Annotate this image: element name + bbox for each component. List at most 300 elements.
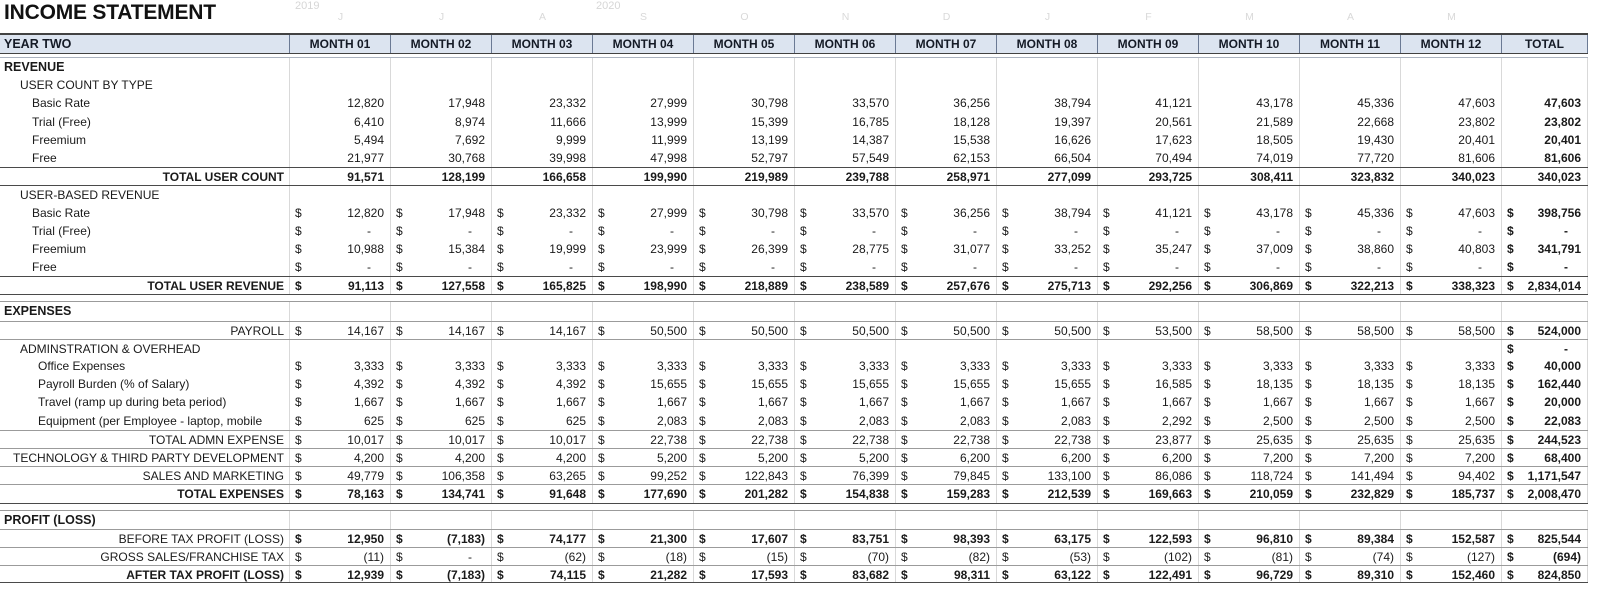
cell-month-12[interactable] <box>1401 131 1502 149</box>
cell-month-06[interactable] <box>795 566 896 582</box>
cell-month-02[interactable] <box>391 76 492 94</box>
cell-month-07[interactable] <box>896 113 997 131</box>
cell-month-01[interactable] <box>290 467 391 484</box>
cell-month-07[interactable] <box>896 431 997 448</box>
cell-month-05[interactable] <box>694 485 795 502</box>
cell-month-02[interactable] <box>391 131 492 149</box>
cell-month-02[interactable] <box>391 113 492 131</box>
cell-month-01[interactable] <box>290 76 391 94</box>
cell-month-07[interactable] <box>896 258 997 276</box>
cell-total[interactable] <box>1502 431 1588 448</box>
row-label[interactable]: Trial (Free) <box>0 113 290 131</box>
cell-month-01[interactable] <box>290 375 391 393</box>
cell-month-10[interactable] <box>1199 277 1300 294</box>
cell-month-03[interactable] <box>492 467 593 484</box>
cell-month-08[interactable] <box>997 168 1098 185</box>
cell-month-07[interactable] <box>896 485 997 502</box>
cell-month-10[interactable] <box>1199 357 1300 375</box>
row-label[interactable]: TOTAL EXPENSES <box>0 485 290 502</box>
cell-month-04[interactable] <box>593 412 694 430</box>
cell-month-12[interactable] <box>1401 548 1502 565</box>
cell-month-06[interactable] <box>795 302 896 320</box>
cell-month-06[interactable] <box>795 340 896 357</box>
cell-month-01[interactable] <box>290 186 391 203</box>
cell-month-02[interactable] <box>391 357 492 375</box>
cell-month-04[interactable] <box>593 149 694 167</box>
header-month-02[interactable]: MONTH 02 <box>391 35 492 53</box>
cell-month-06[interactable] <box>795 168 896 185</box>
row-label[interactable]: ADMINSTRATION & OVERHEAD <box>0 340 290 357</box>
header-month-11[interactable]: MONTH 11 <box>1300 35 1401 53</box>
cell-month-09[interactable] <box>1098 222 1199 240</box>
cell-total[interactable] <box>1502 467 1588 484</box>
cell-month-07[interactable] <box>896 412 997 430</box>
cell-month-04[interactable] <box>593 168 694 185</box>
cell-month-04[interactable] <box>593 240 694 258</box>
cell-month-12[interactable] <box>1401 511 1502 529</box>
cell-month-07[interactable] <box>896 548 997 565</box>
cell-month-09[interactable] <box>1098 357 1199 375</box>
cell-total[interactable] <box>1502 131 1588 149</box>
cell-month-05[interactable] <box>694 322 795 339</box>
cell-month-03[interactable] <box>492 113 593 131</box>
cell-month-11[interactable] <box>1300 449 1401 466</box>
cell-month-03[interactable] <box>492 204 593 222</box>
row-label[interactable]: GROSS SALES/FRANCHISE TAX <box>0 548 290 565</box>
cell-month-07[interactable] <box>896 566 997 582</box>
cell-month-07[interactable] <box>896 168 997 185</box>
cell-total[interactable] <box>1502 149 1588 167</box>
cell-month-11[interactable] <box>1300 393 1401 411</box>
cell-month-04[interactable] <box>593 357 694 375</box>
cell-month-06[interactable] <box>795 131 896 149</box>
cell-month-02[interactable] <box>391 511 492 529</box>
cell-month-11[interactable] <box>1300 357 1401 375</box>
row-label[interactable]: USER COUNT BY TYPE <box>0 76 290 94</box>
cell-month-01[interactable] <box>290 149 391 167</box>
cell-month-11[interactable] <box>1300 131 1401 149</box>
cell-month-09[interactable] <box>1098 467 1199 484</box>
cell-month-11[interactable] <box>1300 467 1401 484</box>
cell-month-11[interactable] <box>1300 485 1401 502</box>
cell-month-01[interactable] <box>290 449 391 466</box>
cell-month-09[interactable] <box>1098 566 1199 582</box>
cell-month-06[interactable] <box>795 393 896 411</box>
cell-month-07[interactable] <box>896 449 997 466</box>
header-month-10[interactable]: MONTH 10 <box>1199 35 1300 53</box>
cell-month-09[interactable] <box>1098 94 1199 112</box>
cell-total[interactable] <box>1502 449 1588 466</box>
cell-month-08[interactable] <box>997 357 1098 375</box>
cell-month-03[interactable] <box>492 548 593 565</box>
cell-month-05[interactable] <box>694 277 795 294</box>
cell-month-10[interactable] <box>1199 485 1300 502</box>
cell-month-11[interactable] <box>1300 431 1401 448</box>
row-label[interactable]: USER-BASED REVENUE <box>0 186 290 203</box>
cell-month-10[interactable] <box>1199 240 1300 258</box>
cell-total[interactable] <box>1502 258 1588 276</box>
cell-month-05[interactable] <box>694 168 795 185</box>
cell-month-05[interactable] <box>694 340 795 357</box>
cell-month-10[interactable] <box>1199 449 1300 466</box>
cell-month-05[interactable] <box>694 240 795 258</box>
cell-month-08[interactable] <box>997 467 1098 484</box>
header-month-12[interactable]: MONTH 12 <box>1401 35 1502 53</box>
header-month-07[interactable]: MONTH 07 <box>896 35 997 53</box>
cell-month-11[interactable] <box>1300 322 1401 339</box>
cell-month-04[interactable] <box>593 204 694 222</box>
cell-month-04[interactable] <box>593 186 694 203</box>
cell-month-02[interactable] <box>391 277 492 294</box>
cell-month-09[interactable] <box>1098 431 1199 448</box>
cell-month-06[interactable] <box>795 467 896 484</box>
cell-month-07[interactable] <box>896 186 997 203</box>
cell-month-02[interactable] <box>391 240 492 258</box>
cell-month-05[interactable] <box>694 149 795 167</box>
cell-month-03[interactable] <box>492 222 593 240</box>
cell-month-02[interactable] <box>391 222 492 240</box>
cell-month-11[interactable] <box>1300 58 1401 76</box>
row-label[interactable]: Freemium <box>0 240 290 258</box>
cell-month-02[interactable] <box>391 393 492 411</box>
cell-month-11[interactable] <box>1300 277 1401 294</box>
cell-month-01[interactable] <box>290 530 391 547</box>
cell-month-12[interactable] <box>1401 258 1502 276</box>
cell-month-07[interactable] <box>896 240 997 258</box>
cell-month-12[interactable] <box>1401 431 1502 448</box>
cell-month-06[interactable] <box>795 449 896 466</box>
cell-month-05[interactable] <box>694 58 795 76</box>
row-label[interactable]: PAYROLL <box>0 322 290 339</box>
cell-month-10[interactable] <box>1199 548 1300 565</box>
cell-month-05[interactable] <box>694 113 795 131</box>
cell-month-09[interactable] <box>1098 149 1199 167</box>
row-label[interactable]: TECHNOLOGY & THIRD PARTY DEVELOPMENT <box>0 449 290 466</box>
cell-month-12[interactable] <box>1401 375 1502 393</box>
cell-month-08[interactable] <box>997 449 1098 466</box>
cell-month-08[interactable] <box>997 375 1098 393</box>
cell-month-01[interactable] <box>290 204 391 222</box>
cell-month-02[interactable] <box>391 322 492 339</box>
cell-month-01[interactable] <box>290 168 391 185</box>
cell-total[interactable] <box>1502 530 1588 547</box>
cell-month-02[interactable] <box>391 302 492 320</box>
cell-month-12[interactable] <box>1401 204 1502 222</box>
cell-month-03[interactable] <box>492 94 593 112</box>
cell-month-10[interactable] <box>1199 530 1300 547</box>
cell-total[interactable] <box>1502 168 1588 185</box>
cell-month-01[interactable] <box>290 511 391 529</box>
cell-month-03[interactable] <box>492 393 593 411</box>
cell-month-10[interactable] <box>1199 566 1300 582</box>
cell-month-02[interactable] <box>391 375 492 393</box>
header-month-05[interactable]: MONTH 05 <box>694 35 795 53</box>
cell-month-03[interactable] <box>492 511 593 529</box>
cell-month-05[interactable] <box>694 357 795 375</box>
cell-month-02[interactable] <box>391 186 492 203</box>
cell-month-01[interactable] <box>290 357 391 375</box>
cell-total[interactable] <box>1502 302 1588 320</box>
cell-month-10[interactable] <box>1199 431 1300 448</box>
cell-month-03[interactable] <box>492 302 593 320</box>
cell-month-11[interactable] <box>1300 258 1401 276</box>
cell-month-08[interactable] <box>997 485 1098 502</box>
cell-month-01[interactable] <box>290 277 391 294</box>
cell-month-02[interactable] <box>391 340 492 357</box>
cell-month-01[interactable] <box>290 302 391 320</box>
cell-month-09[interactable] <box>1098 530 1199 547</box>
cell-month-05[interactable] <box>694 94 795 112</box>
cell-month-04[interactable] <box>593 94 694 112</box>
cell-month-04[interactable] <box>593 548 694 565</box>
cell-month-11[interactable] <box>1300 566 1401 582</box>
row-label[interactable]: Basic Rate <box>0 94 290 112</box>
row-label[interactable]: Payroll Burden (% of Salary) <box>0 375 290 393</box>
cell-month-03[interactable] <box>492 258 593 276</box>
cell-month-01[interactable] <box>290 548 391 565</box>
cell-month-12[interactable] <box>1401 113 1502 131</box>
cell-month-07[interactable] <box>896 357 997 375</box>
header-total-cell[interactable]: TOTAL <box>1502 35 1588 53</box>
cell-month-05[interactable] <box>694 186 795 203</box>
cell-month-03[interactable] <box>492 566 593 582</box>
cell-month-04[interactable] <box>593 449 694 466</box>
cell-month-01[interactable] <box>290 131 391 149</box>
cell-month-09[interactable] <box>1098 302 1199 320</box>
cell-total[interactable] <box>1502 548 1588 565</box>
cell-total[interactable] <box>1502 412 1588 430</box>
cell-month-01[interactable] <box>290 340 391 357</box>
cell-month-04[interactable] <box>593 58 694 76</box>
cell-month-02[interactable] <box>391 467 492 484</box>
cell-total[interactable] <box>1502 340 1588 357</box>
cell-month-04[interactable] <box>593 222 694 240</box>
header-month-09[interactable]: MONTH 09 <box>1098 35 1199 53</box>
cell-total[interactable] <box>1502 485 1588 502</box>
cell-month-09[interactable] <box>1098 168 1199 185</box>
cell-month-12[interactable] <box>1401 449 1502 466</box>
cell-month-08[interactable] <box>997 530 1098 547</box>
cell-month-08[interactable] <box>997 393 1098 411</box>
cell-month-10[interactable] <box>1199 186 1300 203</box>
cell-month-04[interactable] <box>593 76 694 94</box>
cell-month-12[interactable] <box>1401 240 1502 258</box>
cell-month-06[interactable] <box>795 258 896 276</box>
cell-month-11[interactable] <box>1300 302 1401 320</box>
cell-month-02[interactable] <box>391 485 492 502</box>
cell-month-05[interactable] <box>694 566 795 582</box>
cell-month-05[interactable] <box>694 467 795 484</box>
cell-month-08[interactable] <box>997 277 1098 294</box>
cell-month-07[interactable] <box>896 467 997 484</box>
cell-month-03[interactable] <box>492 357 593 375</box>
cell-month-06[interactable] <box>795 277 896 294</box>
cell-month-01[interactable] <box>290 222 391 240</box>
cell-total[interactable] <box>1502 357 1588 375</box>
cell-month-11[interactable] <box>1300 94 1401 112</box>
row-label[interactable]: SALES AND MARKETING <box>0 467 290 484</box>
cell-month-04[interactable] <box>593 322 694 339</box>
cell-month-10[interactable] <box>1199 149 1300 167</box>
cell-total[interactable] <box>1502 222 1588 240</box>
cell-month-01[interactable] <box>290 412 391 430</box>
cell-month-11[interactable] <box>1300 412 1401 430</box>
cell-month-08[interactable] <box>997 566 1098 582</box>
cell-month-09[interactable] <box>1098 277 1199 294</box>
cell-month-08[interactable] <box>997 186 1098 203</box>
cell-month-08[interactable] <box>997 240 1098 258</box>
cell-month-04[interactable] <box>593 277 694 294</box>
cell-month-03[interactable] <box>492 530 593 547</box>
cell-month-11[interactable] <box>1300 340 1401 357</box>
cell-month-06[interactable] <box>795 222 896 240</box>
cell-month-08[interactable] <box>997 94 1098 112</box>
cell-month-07[interactable] <box>896 94 997 112</box>
cell-month-12[interactable] <box>1401 58 1502 76</box>
row-label[interactable]: TOTAL USER REVENUE <box>0 277 290 294</box>
cell-month-08[interactable] <box>997 222 1098 240</box>
cell-month-05[interactable] <box>694 375 795 393</box>
cell-month-10[interactable] <box>1199 94 1300 112</box>
cell-month-10[interactable] <box>1199 511 1300 529</box>
cell-month-02[interactable] <box>391 168 492 185</box>
cell-month-02[interactable] <box>391 94 492 112</box>
cell-month-09[interactable] <box>1098 449 1199 466</box>
cell-month-08[interactable] <box>997 204 1098 222</box>
cell-month-07[interactable] <box>896 511 997 529</box>
cell-month-12[interactable] <box>1401 222 1502 240</box>
cell-month-07[interactable] <box>896 149 997 167</box>
cell-month-01[interactable] <box>290 258 391 276</box>
cell-month-01[interactable] <box>290 566 391 582</box>
cell-month-10[interactable] <box>1199 58 1300 76</box>
cell-month-12[interactable] <box>1401 393 1502 411</box>
cell-month-06[interactable] <box>795 548 896 565</box>
header-month-06[interactable]: MONTH 06 <box>795 35 896 53</box>
cell-month-07[interactable] <box>896 322 997 339</box>
cell-month-05[interactable] <box>694 511 795 529</box>
cell-month-04[interactable] <box>593 485 694 502</box>
row-label[interactable]: Free <box>0 258 290 276</box>
cell-month-10[interactable] <box>1199 412 1300 430</box>
cell-month-06[interactable] <box>795 530 896 547</box>
cell-total[interactable] <box>1502 240 1588 258</box>
cell-month-10[interactable] <box>1199 340 1300 357</box>
cell-month-09[interactable] <box>1098 393 1199 411</box>
cell-month-02[interactable] <box>391 258 492 276</box>
row-label[interactable]: TOTAL USER COUNT <box>0 168 290 185</box>
cell-total[interactable] <box>1502 511 1588 529</box>
cell-month-01[interactable] <box>290 113 391 131</box>
header-month-08[interactable]: MONTH 08 <box>997 35 1098 53</box>
cell-month-09[interactable] <box>1098 240 1199 258</box>
cell-month-10[interactable] <box>1199 204 1300 222</box>
cell-month-08[interactable] <box>997 412 1098 430</box>
cell-month-05[interactable] <box>694 393 795 411</box>
cell-month-11[interactable] <box>1300 186 1401 203</box>
cell-month-08[interactable] <box>997 322 1098 339</box>
cell-month-01[interactable] <box>290 485 391 502</box>
cell-month-03[interactable] <box>492 168 593 185</box>
header-month-04[interactable]: MONTH 04 <box>593 35 694 53</box>
cell-month-07[interactable] <box>896 76 997 94</box>
cell-month-11[interactable] <box>1300 548 1401 565</box>
cell-month-09[interactable] <box>1098 258 1199 276</box>
cell-month-12[interactable] <box>1401 566 1502 582</box>
cell-month-03[interactable] <box>492 485 593 502</box>
cell-month-11[interactable] <box>1300 76 1401 94</box>
cell-month-06[interactable] <box>795 149 896 167</box>
cell-month-08[interactable] <box>997 58 1098 76</box>
cell-month-03[interactable] <box>492 58 593 76</box>
cell-month-01[interactable] <box>290 393 391 411</box>
cell-month-09[interactable] <box>1098 58 1199 76</box>
cell-month-06[interactable] <box>795 322 896 339</box>
cell-month-08[interactable] <box>997 511 1098 529</box>
cell-total[interactable] <box>1502 94 1588 112</box>
cell-month-06[interactable] <box>795 94 896 112</box>
cell-month-01[interactable] <box>290 94 391 112</box>
cell-month-03[interactable] <box>492 149 593 167</box>
cell-total[interactable] <box>1502 204 1588 222</box>
cell-month-06[interactable] <box>795 431 896 448</box>
cell-month-04[interactable] <box>593 131 694 149</box>
cell-month-11[interactable] <box>1300 511 1401 529</box>
cell-month-07[interactable] <box>896 530 997 547</box>
cell-month-12[interactable] <box>1401 530 1502 547</box>
header-month-01[interactable]: MONTH 01 <box>290 35 391 53</box>
cell-month-08[interactable] <box>997 149 1098 167</box>
cell-month-01[interactable] <box>290 58 391 76</box>
cell-month-02[interactable] <box>391 204 492 222</box>
cell-month-03[interactable] <box>492 186 593 203</box>
cell-month-09[interactable] <box>1098 131 1199 149</box>
cell-total[interactable] <box>1502 277 1588 294</box>
cell-month-04[interactable] <box>593 530 694 547</box>
cell-month-04[interactable] <box>593 340 694 357</box>
cell-month-03[interactable] <box>492 340 593 357</box>
cell-month-03[interactable] <box>492 131 593 149</box>
cell-total[interactable] <box>1502 566 1588 582</box>
cell-month-11[interactable] <box>1300 375 1401 393</box>
cell-total[interactable] <box>1502 76 1588 94</box>
cell-month-03[interactable] <box>492 277 593 294</box>
cell-month-11[interactable] <box>1300 530 1401 547</box>
cell-month-08[interactable] <box>997 131 1098 149</box>
cell-month-07[interactable] <box>896 222 997 240</box>
cell-month-06[interactable] <box>795 204 896 222</box>
cell-month-07[interactable] <box>896 277 997 294</box>
cell-month-09[interactable] <box>1098 186 1199 203</box>
cell-month-04[interactable] <box>593 258 694 276</box>
cell-month-08[interactable] <box>997 113 1098 131</box>
cell-month-09[interactable] <box>1098 76 1199 94</box>
cell-month-10[interactable] <box>1199 393 1300 411</box>
row-label[interactable]: PROFIT (LOSS) <box>0 511 290 529</box>
cell-month-06[interactable] <box>795 240 896 258</box>
cell-month-11[interactable] <box>1300 113 1401 131</box>
row-label[interactable]: REVENUE <box>0 58 290 76</box>
cell-month-02[interactable] <box>391 530 492 547</box>
cell-month-04[interactable] <box>593 431 694 448</box>
cell-month-02[interactable] <box>391 431 492 448</box>
cell-month-06[interactable] <box>795 511 896 529</box>
header-corner-cell[interactable]: YEAR TWO <box>0 35 290 53</box>
cell-month-05[interactable] <box>694 530 795 547</box>
cell-month-04[interactable] <box>593 375 694 393</box>
cell-month-03[interactable] <box>492 240 593 258</box>
cell-month-08[interactable] <box>997 431 1098 448</box>
